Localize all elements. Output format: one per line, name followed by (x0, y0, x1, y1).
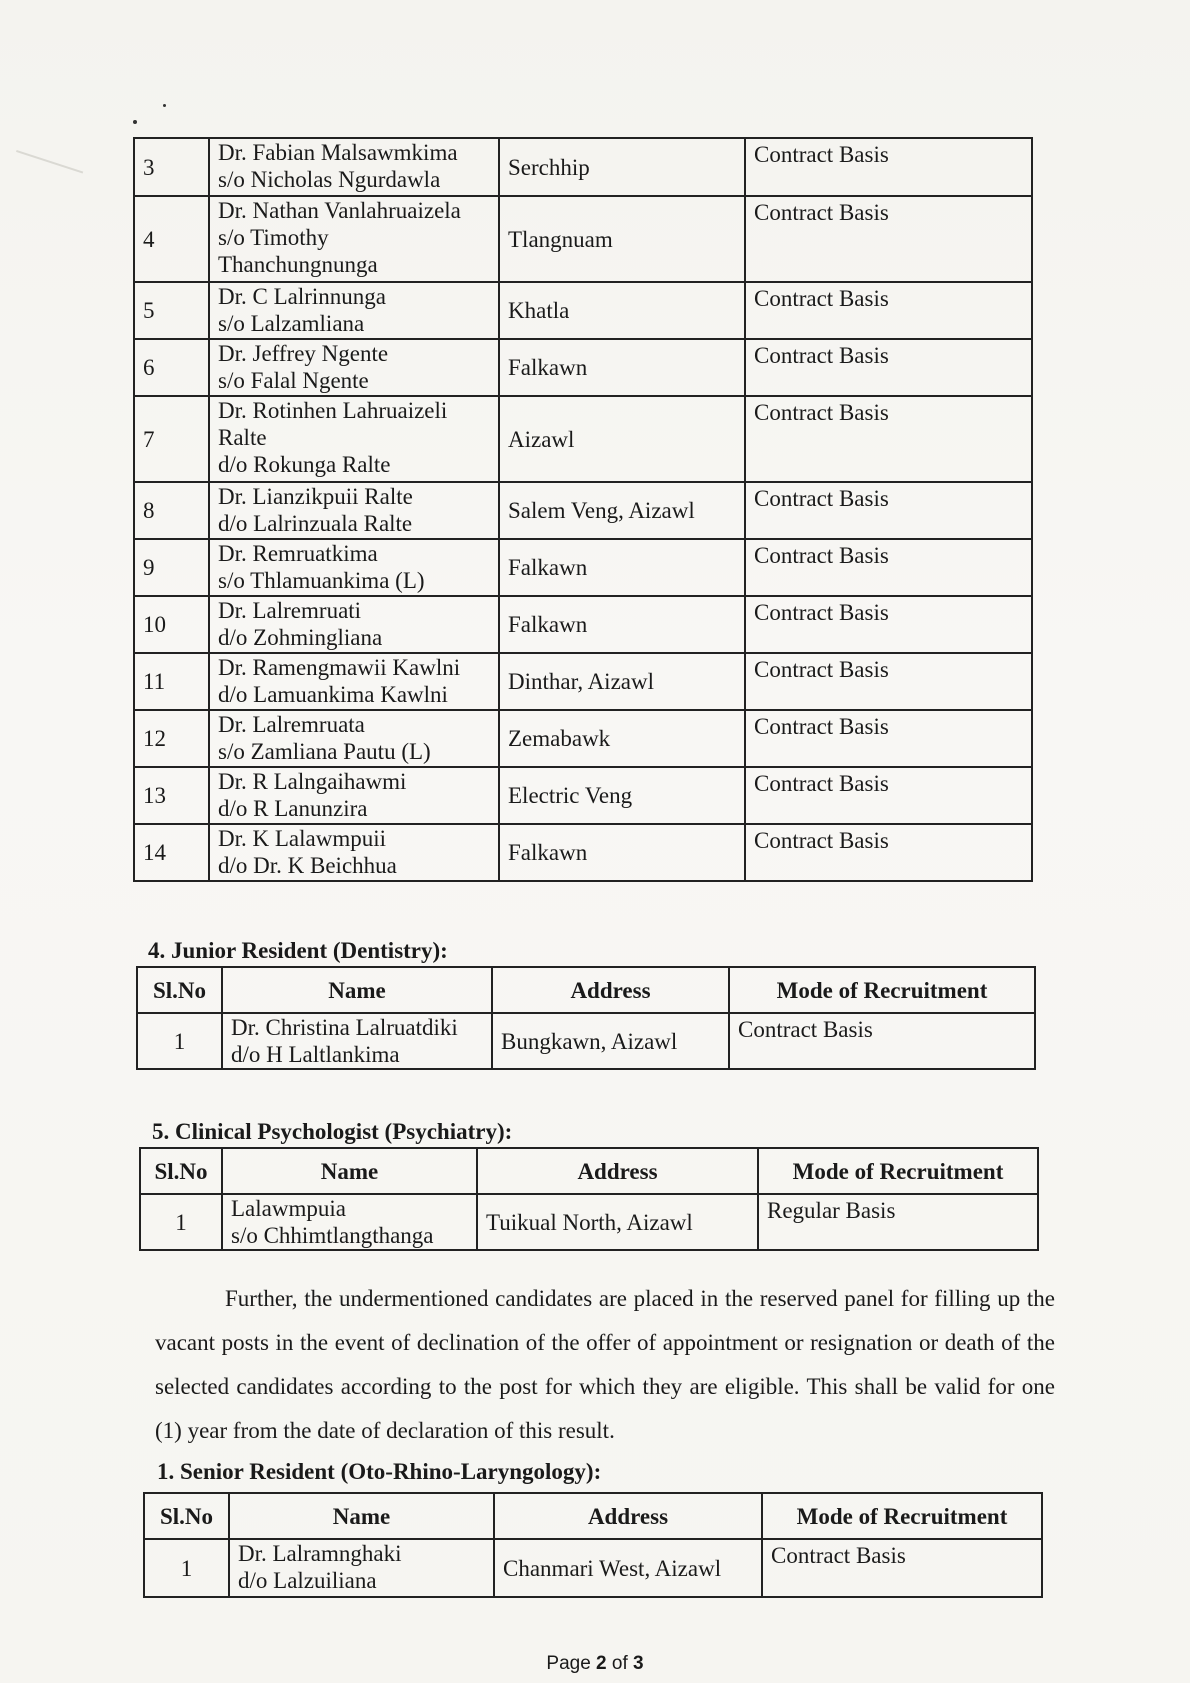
table-row (134, 767, 1032, 824)
cell-mode-of-recruitment: Contract Basis (745, 282, 1032, 339)
name-line: d/o R Lanunzira (218, 796, 368, 821)
cell-name (209, 710, 499, 767)
name-line: d/o Zohmingliana (218, 625, 383, 650)
name-line: s/o Falal Ngente (218, 368, 369, 393)
col-header-address: Address (477, 1148, 758, 1194)
cell-slno: 14 (134, 824, 209, 881)
table-row (134, 539, 1032, 596)
cell-slno: 1 (137, 1013, 222, 1069)
selected-candidates-table-continued (133, 137, 1033, 882)
cell-slno: 3 (134, 138, 209, 196)
table-row (134, 824, 1032, 881)
cell-name (209, 767, 499, 824)
name-line: Dr. Nathan Vanlahruaizela (218, 198, 461, 223)
cell-mode-of-recruitment: Contract Basis (745, 482, 1032, 539)
cell-address: Falkawn (499, 339, 745, 396)
name-line: Lalawmpuia (231, 1196, 346, 1221)
table-header-row (144, 1493, 1042, 1539)
name-line: s/o Zamliana Pautu (L) (218, 739, 431, 764)
cell-slno: 4 (134, 196, 209, 282)
cell-address: Electric Veng (499, 767, 745, 824)
page-number-footer (0, 1653, 1190, 1675)
cell-slno: 8 (134, 482, 209, 539)
name-line: d/o Dr. K Beichhua (218, 853, 397, 878)
name-line: Dr. Ramengmawii Kawlni (218, 655, 461, 680)
name-line: Dr. Lianzikpuii Ralte (218, 484, 413, 509)
cell-address: Chanmari West, Aizawl (494, 1539, 762, 1597)
cell-name (209, 482, 499, 539)
section-heading-clinical-psychologist: 5. Clinical Psychologist (Psychiatry): (152, 1119, 513, 1144)
name-line: Dr. Lalremruata (218, 712, 365, 737)
name-line: d/o Lalrinzuala Ralte (218, 511, 413, 536)
cell-mode-of-recruitment: Regular Basis (758, 1194, 1038, 1250)
cell-slno: 12 (134, 710, 209, 767)
table-row (134, 396, 1032, 482)
cell-mode-of-recruitment: Contract Basis (745, 339, 1032, 396)
table-row (134, 339, 1032, 396)
cell-name (209, 824, 499, 881)
cell-address: Falkawn (499, 596, 745, 653)
cell-mode-of-recruitment: Contract Basis (729, 1013, 1035, 1069)
clinical-psychologist-table (139, 1147, 1039, 1251)
table-row (140, 1194, 1038, 1250)
col-header-mode: Mode of Recruitment (729, 967, 1035, 1013)
cell-slno: 10 (134, 596, 209, 653)
cell-address: Dinthar, Aizawl (499, 653, 745, 710)
col-header-slno: Sl.No (140, 1148, 222, 1194)
table-row (134, 710, 1032, 767)
cell-name (209, 596, 499, 653)
name-line: s/o Chhimtlangthanga (231, 1223, 434, 1248)
col-header-name: Name (222, 967, 492, 1013)
footer-prefix: Page (546, 1653, 597, 1674)
name-line: s/o Nicholas Ngurdawla (218, 167, 441, 192)
table-body (134, 138, 1032, 881)
cell-name (222, 1013, 492, 1069)
cell-slno: 6 (134, 339, 209, 396)
cell-mode-of-recruitment: Contract Basis (762, 1539, 1042, 1597)
scan-speck (163, 104, 166, 107)
name-line: Dr. Christina Lalruatdiki (231, 1015, 458, 1040)
col-header-name: Name (229, 1493, 494, 1539)
cell-name (209, 539, 499, 596)
footer-of: of (606, 1653, 634, 1674)
cell-mode-of-recruitment: Contract Basis (745, 539, 1032, 596)
cell-slno: 13 (134, 767, 209, 824)
cell-address: Aizawl (499, 396, 745, 482)
cell-name (209, 339, 499, 396)
name-line: s/o Thlamuankima (L) (218, 568, 425, 593)
table-row (134, 653, 1032, 710)
cell-slno: 7 (134, 396, 209, 482)
table-row (137, 1013, 1035, 1069)
cell-mode-of-recruitment: Contract Basis (745, 653, 1032, 710)
cell-mode-of-recruitment: Contract Basis (745, 596, 1032, 653)
cell-address: Bungkawn, Aizawl (492, 1013, 729, 1069)
name-line: Dr. Jeffrey Ngente (218, 341, 389, 366)
cell-name (229, 1539, 494, 1597)
cell-mode-of-recruitment: Contract Basis (745, 138, 1032, 196)
cell-address: Tuikual North, Aizawl (477, 1194, 758, 1250)
cell-name (209, 196, 499, 282)
name-line: s/o Lalzamliana (218, 311, 365, 336)
cell-mode-of-recruitment: Contract Basis (745, 196, 1032, 282)
name-line: Dr. C Lalrinnunga (218, 284, 386, 309)
name-line: Dr. Rotinhen Lahruaizeli (218, 398, 448, 423)
col-header-slno: Sl.No (144, 1493, 229, 1539)
paragraph-text: Further, the undermentioned candidates are placed in the reserved panel for filling up the vacant posts in the event of declination of the offer of appointment or resignation or death of the selected candidates according to the post for which they are eligible. This shall be valid for one (1) year from the date of declaration of this result. (155, 1286, 1055, 1443)
section-heading-junior-resident-dentistry: 4. Junior Resident (Dentistry): (148, 938, 448, 963)
cell-mode-of-recruitment: Contract Basis (745, 824, 1032, 881)
cell-mode-of-recruitment: Contract Basis (745, 710, 1032, 767)
name-line: Dr. R Lalngaihawmi (218, 769, 407, 794)
cell-name (209, 396, 499, 482)
cell-name (222, 1194, 477, 1250)
scan-speck (133, 120, 137, 124)
table-body (140, 1194, 1038, 1250)
junior-resident-dentistry-table (136, 966, 1036, 1070)
cell-mode-of-recruitment: Contract Basis (745, 767, 1032, 824)
cell-address: Salem Veng, Aizawl (499, 482, 745, 539)
col-header-mode: Mode of Recruitment (762, 1493, 1042, 1539)
section-heading-senior-resident-ent: 1. Senior Resident (Oto-Rhino-Laryngology): (157, 1459, 602, 1484)
name-line: d/o Rokunga Ralte (218, 452, 391, 477)
table-row (134, 138, 1032, 196)
name-line: Thanchungnunga (218, 252, 378, 277)
table-header-row (140, 1148, 1038, 1194)
col-header-address: Address (494, 1493, 762, 1539)
senior-resident-ent-table (143, 1492, 1043, 1598)
name-line: Dr. Lalremruati (218, 598, 362, 623)
name-line: d/o Lalzuiliana (238, 1568, 377, 1593)
cell-address: Falkawn (499, 824, 745, 881)
cell-name (209, 653, 499, 710)
col-header-address: Address (492, 967, 729, 1013)
cell-address: Tlangnuam (499, 196, 745, 282)
cell-slno: 11 (134, 653, 209, 710)
name-line: d/o Lamuankima Kawlni (218, 682, 448, 707)
name-line: d/o H Laltlankima (231, 1042, 400, 1067)
cell-address: Khatla (499, 282, 745, 339)
reserved-panel-paragraph (155, 1277, 1055, 1453)
name-line: Dr. Fabian Malsawmkima (218, 140, 458, 165)
name-line: Ralte (218, 425, 267, 450)
table-row (134, 482, 1032, 539)
table-row (134, 596, 1032, 653)
name-line: Dr. Remruatkima (218, 541, 378, 566)
cell-slno: 1 (140, 1194, 222, 1250)
current-page: 2 (596, 1653, 607, 1674)
table-row (134, 282, 1032, 339)
cell-slno: 9 (134, 539, 209, 596)
table-body (144, 1539, 1042, 1597)
col-header-slno: Sl.No (137, 967, 222, 1013)
table-row (134, 196, 1032, 282)
cell-address: Zemabawk (499, 710, 745, 767)
cell-address: Falkawn (499, 539, 745, 596)
name-line: Dr. Lalramnghaki (238, 1541, 402, 1566)
table-header-row (137, 967, 1035, 1013)
name-line: s/o Timothy (218, 225, 329, 250)
col-header-name: Name (222, 1148, 477, 1194)
cell-address: Serchhip (499, 138, 745, 196)
cell-name (209, 282, 499, 339)
cell-slno: 5 (134, 282, 209, 339)
cell-name (209, 138, 499, 196)
table-row (144, 1539, 1042, 1597)
table-body (137, 1013, 1035, 1069)
name-line: Dr. K Lalawmpuii (218, 826, 386, 851)
col-header-mode: Mode of Recruitment (758, 1148, 1038, 1194)
cell-slno: 1 (144, 1539, 229, 1597)
cell-mode-of-recruitment: Contract Basis (745, 396, 1032, 482)
total-pages: 3 (633, 1653, 644, 1674)
